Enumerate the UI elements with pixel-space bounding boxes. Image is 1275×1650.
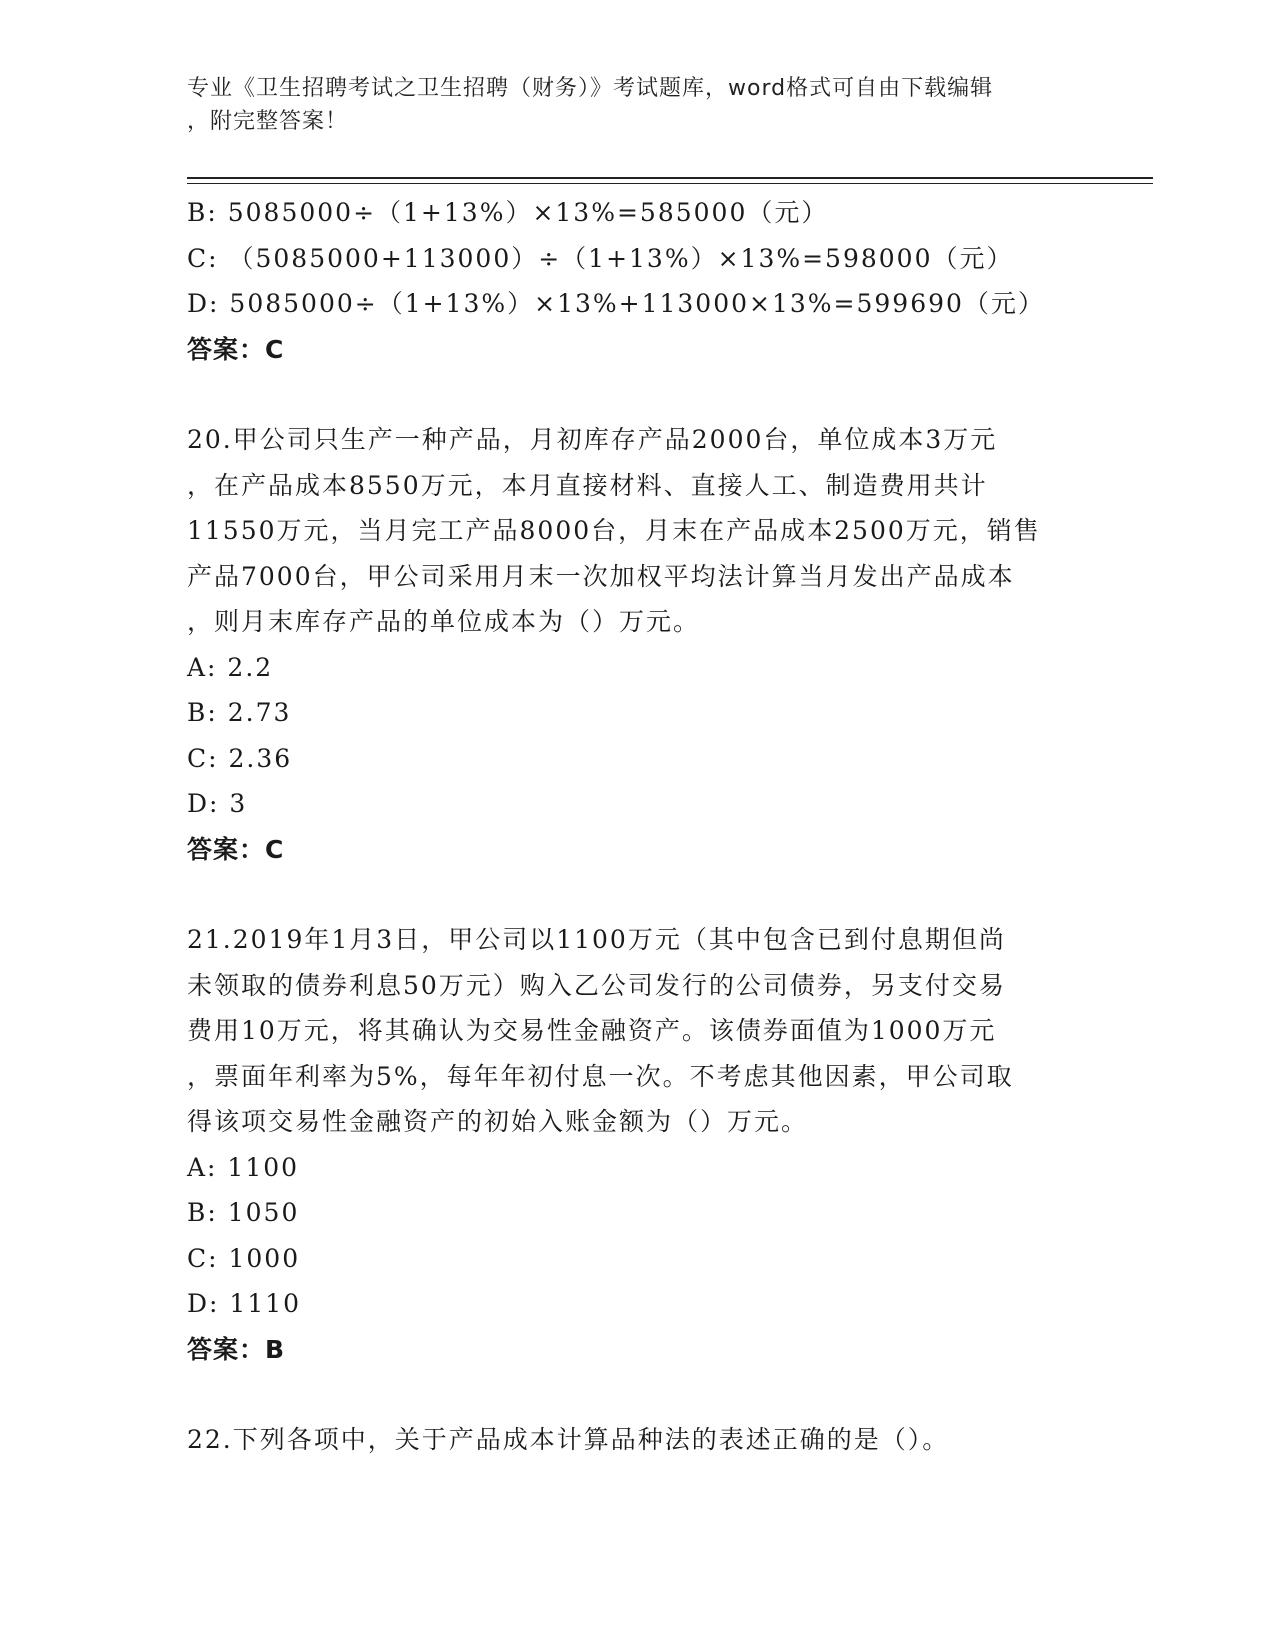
option-a: A: 2.2 bbox=[187, 652, 274, 682]
option-b: B: 2.73 bbox=[187, 698, 292, 727]
question-stem-line: 20.甲公司只生产一种产品，月初库存产品2000台，单位成本3万元 bbox=[187, 425, 998, 454]
question-stem-line: 费用10万元，将其确认为交易性金融资产。该债券面值为1000万元 bbox=[187, 1016, 997, 1045]
question-stem-line: ，在产品成本8550万元，本月直接材料、直接人工、制造费用共计 bbox=[187, 470, 988, 500]
header-divider-thick bbox=[187, 177, 1153, 179]
spacer bbox=[187, 1372, 1087, 1417]
option-d: D: 5085000÷（1+13%）×13%+113000×13%=599690（元） bbox=[187, 289, 1045, 318]
question-stem-line: 得该项交易性金融资产的初始入账金额为（）万元。 bbox=[187, 1107, 809, 1136]
page-header bbox=[187, 72, 1087, 138]
question-20 bbox=[187, 417, 1087, 872]
question-stem-line: 22.下列各项中，关于产品成本计算品种法的表述正确的是（）。 bbox=[187, 1425, 950, 1454]
option-c: C: 1000 bbox=[187, 1243, 301, 1273]
answer-label: 答案：C bbox=[187, 834, 285, 864]
option-c: C: 2.36 bbox=[187, 743, 293, 773]
header-divider-thin bbox=[187, 183, 1153, 184]
question-stem-line: ，票面年利率为5%，每年年初付息一次。不考虑其他因素，甲公司取 bbox=[187, 1061, 1014, 1091]
option-d: D: 3 bbox=[187, 789, 248, 818]
header-line-2: ，附完整答案！ bbox=[187, 109, 349, 134]
question-stem-line: 11550万元，当月完工产品8000台，月末在产品成本2500万元，销售 bbox=[187, 516, 1041, 545]
question-stem-line: 产品7000台，甲公司采用月末一次加权平均法计算当月发出产品成本 bbox=[187, 561, 1015, 591]
option-c: C: （5085000+113000）÷（1+13%）×13%=598000（元） bbox=[187, 243, 1014, 273]
option-b: B: 5085000÷（1+13%）×13%=585000（元） bbox=[187, 198, 829, 227]
option-d: D: 1110 bbox=[187, 1289, 302, 1318]
spacer bbox=[187, 872, 1087, 917]
question-content bbox=[187, 190, 1087, 1463]
option-b: B: 1050 bbox=[187, 1198, 300, 1227]
spacer bbox=[187, 372, 1087, 417]
answer-label: 答案：C bbox=[187, 334, 285, 364]
question-stem-line: 未领取的债券利息50万元）购入乙公司发行的公司债券，另支付交易 bbox=[187, 970, 1006, 1000]
option-a: A: 1100 bbox=[187, 1152, 300, 1182]
answer-label: 答案：B bbox=[187, 1334, 286, 1364]
question-stem-line: 21.2019年1月3日，甲公司以1100万元（其中包含已到付息期但尚 bbox=[187, 925, 1006, 954]
question-21 bbox=[187, 917, 1087, 1372]
question-22 bbox=[187, 1417, 1087, 1463]
header-line-1: 专业《卫生招聘考试之卫生招聘（财务）》考试题库，word格式可自由下载编辑 bbox=[187, 76, 994, 101]
question-stem-line: ，则月末库存产品的单位成本为（）万元。 bbox=[187, 607, 701, 636]
question-19-tail bbox=[187, 190, 1087, 372]
